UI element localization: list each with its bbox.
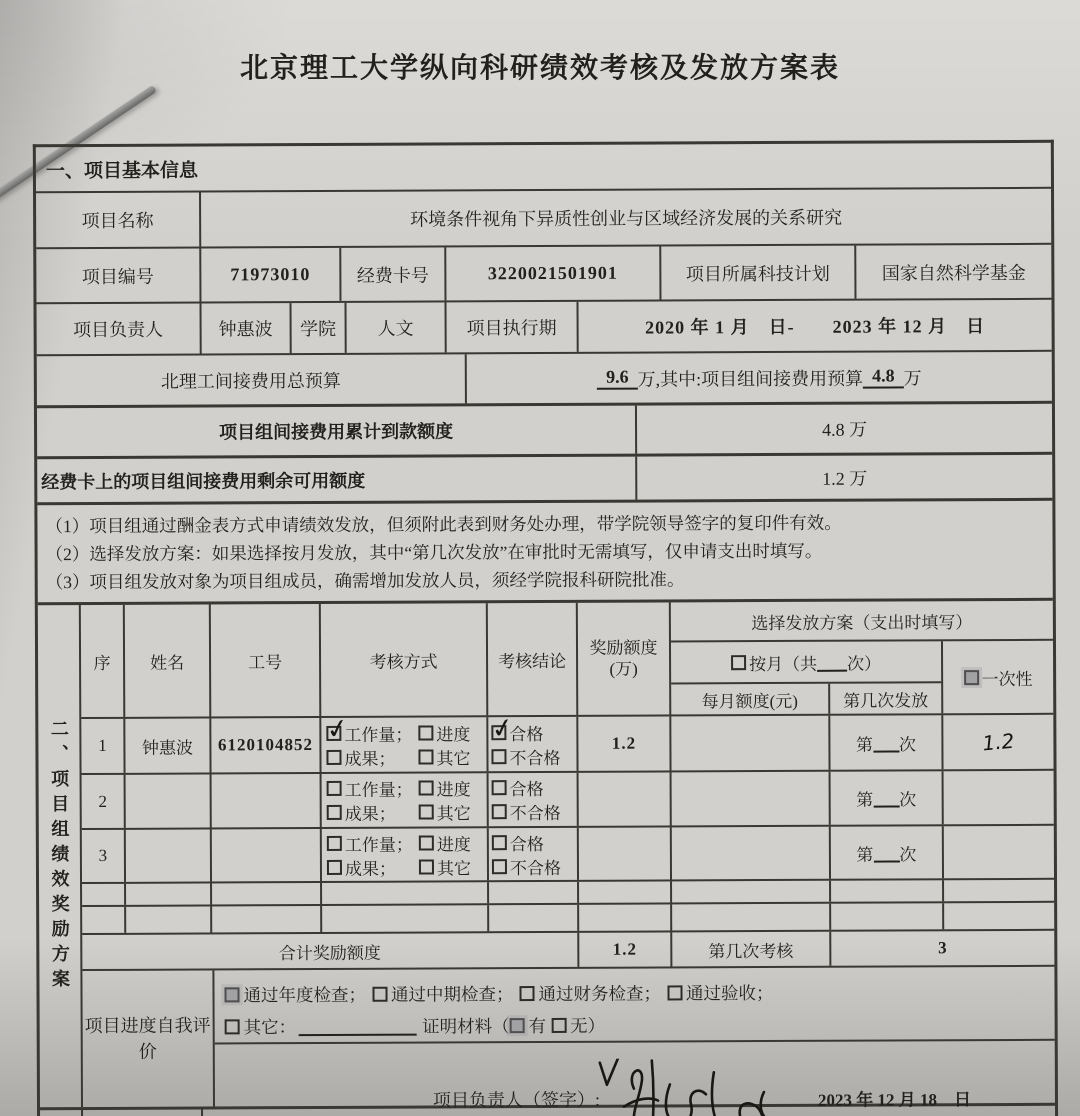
project-name-label: 项目名称 [36,192,201,247]
project-leader-row [36,300,1051,356]
onetime-checkbox [964,670,979,685]
empty-cell [212,883,322,904]
row3-pass-checkbox [492,835,507,850]
fail-label: 不合格 [509,803,561,824]
row3-other-checkbox [419,859,434,874]
row2-result-checkbox [327,805,342,820]
monthly-amount-header: 每月额度(元) [671,684,830,715]
row2-amount [579,772,672,825]
self-eval-label: 项目进度自我评价 [82,970,215,1107]
remaining-row [37,455,1052,505]
evidence-has-label: 有 [528,1015,547,1036]
empty-cell [322,905,489,932]
row3-onetime-amount [944,826,1054,878]
monthly-label-b: 次） [847,654,882,674]
col-method-header: 考核方式 [321,603,488,716]
empty-cell [672,904,831,931]
row1-amount: 1.2 [578,716,671,770]
which-prefix: 第 [856,845,874,865]
other-label: 其它 [436,748,471,768]
row1-monthly-amount [671,716,830,771]
workload-label: 工作量； [344,725,413,745]
other-label: 其它 [436,858,472,878]
annual-check-label: 通过年度检查； [243,984,367,1005]
leader-value: 钟惠波 [201,303,291,353]
fail-label: 不合格 [509,748,561,768]
row2-seq: 2 [82,775,126,828]
notes-block [37,502,850,603]
which-suffix: 次 [898,734,916,754]
row1-other-checkbox [418,749,433,764]
empty-cell [831,880,944,901]
row2-pass-checkbox [492,780,507,795]
row1-method [321,717,488,772]
col-conclusion-header: 考核结论 [488,603,578,715]
monthly-checkbox [731,655,746,670]
self-eval-options [214,967,1054,1045]
pass-label: 合格 [509,834,544,854]
evidence-label: 证明材料（ [422,1015,510,1037]
section2-side-label-cell [38,605,83,1107]
empty-cell [82,907,126,933]
col-amount-header [578,602,671,714]
evidence-none-label: 无 [570,1015,588,1036]
empty-cell [579,904,672,930]
section1-header: 一、项目基本信息 [45,160,198,182]
which-prefix: 第 [856,790,874,810]
row3-amount [579,827,672,879]
col-name-header: 姓名 [125,604,211,716]
notes-row [37,501,1052,605]
finance-check-label: 通过财务检查； [538,982,662,1004]
row1-which-time [830,715,943,769]
program-label: 项目所属科技计划 [661,246,856,300]
row3-empno [212,829,322,881]
row3-conclusion [489,828,579,880]
program-value: 国家自然科学基金 [881,262,1026,284]
empty-cell [831,903,944,929]
assessment-number-value: 3 [938,938,948,958]
evidence-none-checkbox [551,1017,566,1032]
other-option-label: 其它： [243,1016,297,1037]
row1-fail-checkbox [491,749,506,764]
plan-header-group [671,601,1053,715]
row3-fail-checkbox [492,859,507,874]
col-empno-header: 工号 [211,604,321,716]
self-eval-block [82,967,1055,1111]
empty-cell [672,881,831,903]
totals-row [82,931,1054,971]
acceptance-checkbox [667,985,682,1000]
section2 [38,601,1055,1110]
row3-name [126,829,212,881]
workload-label: 工作量； [344,835,413,855]
section2-table [81,601,1055,1111]
other-option-checkbox [225,1019,240,1034]
empty-cell [322,882,489,904]
row2-name [126,774,212,827]
which-blank [873,788,899,808]
row1-name: 钟惠波 [125,718,211,772]
table-row-3 [82,826,1054,884]
row2-conclusion [489,773,579,826]
table-header [81,601,1053,719]
monthly-option [671,641,941,684]
which-suffix: 次 [899,844,917,864]
result-label: 成果； [344,859,397,879]
onetime-option [943,641,1053,713]
project-name-row [36,189,1051,249]
other-label: 其它 [436,804,471,824]
project-number-label: 项目编号 [36,248,201,302]
table-row-2 [82,771,1054,830]
row1-onetime-amount [943,715,1053,769]
row3-method [322,828,489,881]
empty-cell [944,880,1054,901]
note-3: （3）项目组发放对象为项目组成员，确需增加发放人员，须经学院报科研院批准。 [45,569,685,593]
empty-cell [83,1109,203,1116]
pass-label: 合格 [509,724,544,744]
amount-header-line2: (万) [609,659,638,679]
remaining-value: 1.2 万 [822,468,868,489]
school-value: 人文 [346,302,446,352]
result-label: 成果； [344,749,396,769]
progress-label: 进度 [436,834,471,854]
which-blank [873,733,899,753]
row2-progress-checkbox [419,780,434,795]
col-seq-header: 序 [81,605,125,717]
row3-which-time [831,826,944,878]
row3-workload-checkbox [327,835,342,850]
row2-other-checkbox [419,804,434,819]
pass-label: 合格 [509,780,544,800]
school-label: 学院 [291,303,346,353]
row1-result-checkbox [326,749,341,764]
received-row [37,404,1052,459]
budget-group: 4.8 [863,365,904,388]
row2-fail-checkbox [492,804,507,819]
row1-workload-checkbox [326,725,341,740]
evidence-has-checkbox [510,1018,525,1033]
table-row-1 [81,715,1053,775]
fund-card-value: 3220021501901 [446,246,661,300]
amount-header-line1: 奖励额度 [589,638,658,658]
note-2: （2）选择发放方案：如果选择按月发放，其中“第几次发放”在审批时无需填写，仅申请支出时填写。 [45,540,823,565]
row3-seq: 3 [82,830,126,882]
note-1: （1）项目组通过酬金表方式申请绩效发放，但须附此表到财务处办理，带学院领导签字的复印件有效。 [45,512,842,537]
finance-check-checkbox [519,986,534,1001]
fail-label: 不合格 [509,858,562,878]
progress-label: 进度 [436,724,471,744]
empty-cell [489,905,579,931]
remaining-label: 经费卡上的项目组间接费用剩余可用额度 [37,457,637,503]
row1-pass-checkbox [491,725,506,740]
row1-empno: 6120104852 [211,718,321,772]
assessment-number-label: 第几次考核 [672,932,831,967]
project-name-value: 环境条件视角下异质性创业与区域经济发展的关系研究 [410,207,843,230]
row2-method [322,773,489,827]
empty-cell [944,903,1054,929]
result-label: 成果； [344,804,396,824]
row3-progress-checkbox [419,835,434,850]
row2-onetime-amount [944,771,1054,824]
annual-check-checkbox [224,987,239,1002]
plan-header: 选择发放方案（支出时填写） [671,601,1053,643]
fund-card-label: 经费卡号 [341,247,446,300]
total-label: 合计奖励额度 [82,933,579,969]
project-number-row [36,245,1051,304]
empty-cell [489,882,579,903]
other-option-blank [298,1015,416,1036]
signature-label: 项目负责人（签字）: [432,1089,601,1111]
form-title: 北京理工大学纵向科研绩效考核及发放方案表 [239,52,840,83]
monthly-label-a: 按月（共 [749,654,818,674]
empty-cell [212,906,322,932]
which-prefix: 第 [855,735,873,755]
handwritten-signature [594,1058,784,1116]
monthly-header-group [671,641,943,714]
acceptance-label: 通过验收； [685,982,774,1003]
progress-label: 进度 [436,780,471,800]
row2-monthly-amount [672,772,831,826]
budget-mid-text: 万,其中:项目组间接费用预算 [637,368,864,390]
midterm-check-label: 通过中期检查； [390,983,514,1005]
which-suffix: 次 [899,790,917,810]
row2-empno [212,774,322,827]
empty-row-2 [82,903,1054,935]
row1-onetime-handwritten: 1.2 [981,728,1016,756]
row1-progress-checkbox [418,725,433,740]
empty-cell [40,1110,83,1116]
row3-result-checkbox [327,859,342,874]
which-time-header: 第几次发放 [843,690,929,711]
evidence-close-paren: ） [587,1015,606,1036]
signature-date: 2023 年 12 月 18 日 [817,1089,972,1110]
leader-label: 项目负责人 [36,303,201,354]
received-label: 项目组间接费用累计到款额度 [37,406,637,457]
empty-cell [126,906,212,932]
section2-side-label: 二、项目组绩效奖励方案 [48,718,71,994]
row3-monthly-amount [672,827,831,880]
midterm-check-checkbox [372,986,387,1001]
which-blank [873,843,899,863]
row2-which-time [831,771,944,824]
budget-unit: 万 [903,367,922,388]
budget-label: 北理工间接费用总预算 [37,354,467,405]
period-value: 2020 年 1 月 日- 2023 年 12 月 日 [645,316,986,338]
row1-seq: 1 [81,719,125,773]
onetime-label: 一次性 [981,669,1033,689]
row1-conclusion [488,717,578,771]
workload-label: 工作量； [344,780,413,800]
budget-total: 9.6 [597,367,638,390]
monthly-count-blank [817,652,847,672]
main-form-table [33,140,1058,1116]
received-value: 4.8 万 [822,419,868,440]
row2-workload-checkbox [327,781,342,796]
section1-header-row [36,143,1051,193]
signature-row [215,1041,1055,1116]
budget-row [37,352,1052,408]
empty-cell [579,881,672,902]
empty-cell [126,883,212,904]
total-value: 1.2 [579,932,672,966]
budget-value [467,352,1052,404]
empty-cell [82,884,126,905]
project-number-value: 71973010 [201,248,341,302]
period-label: 项目执行期 [446,302,578,353]
